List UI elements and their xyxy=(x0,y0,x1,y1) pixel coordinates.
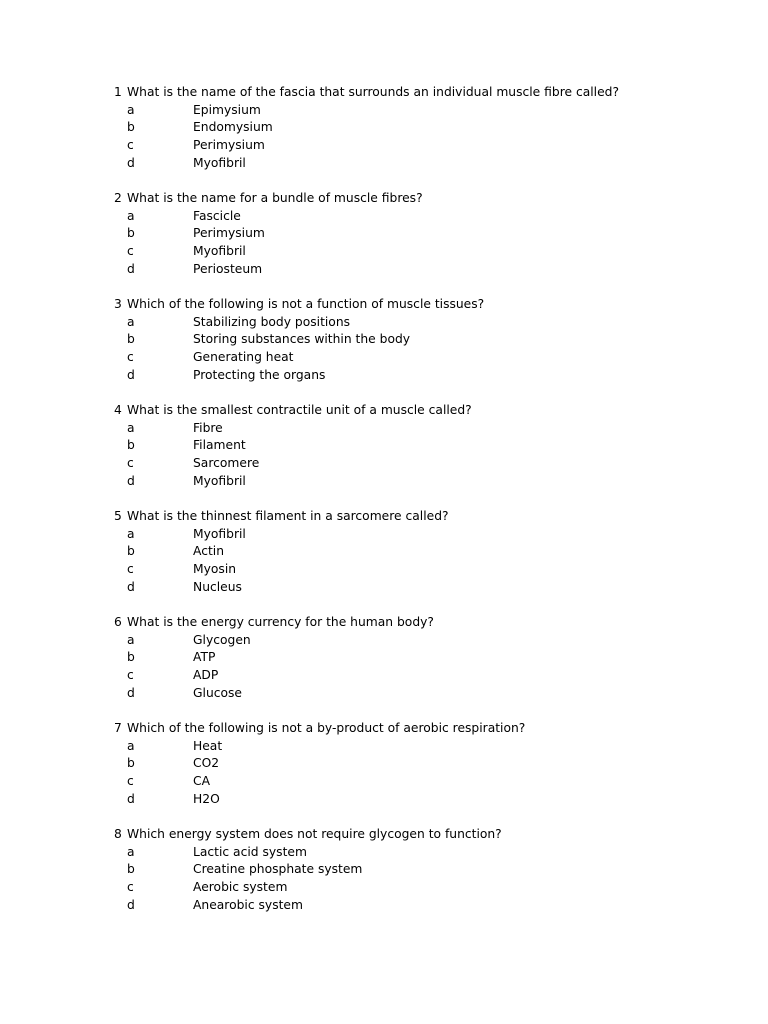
option-letter: a xyxy=(127,632,135,647)
question-line xyxy=(0,614,768,632)
question-line xyxy=(0,190,768,208)
option-letter: b xyxy=(127,862,135,877)
question-number: 2 xyxy=(114,191,122,205)
option-letter: b xyxy=(127,332,135,347)
option-letter: b xyxy=(127,226,135,241)
question-5 xyxy=(0,508,768,596)
option-c xyxy=(0,667,768,685)
option-text: Fibre xyxy=(193,420,223,435)
option-text: Filament xyxy=(193,438,246,453)
option-text: Fascicle xyxy=(193,208,241,223)
option-letter: d xyxy=(127,473,135,488)
question-number: 4 xyxy=(114,403,122,417)
option-letter: b xyxy=(127,120,135,135)
option-text: Aerobic system xyxy=(193,880,288,895)
option-letter: a xyxy=(127,314,135,329)
question-text: What is the name for a bundle of muscle fibres? xyxy=(127,191,423,205)
option-letter: a xyxy=(127,102,135,117)
option-letter: a xyxy=(127,526,135,541)
option-letter: b xyxy=(127,650,135,665)
option-letter: b xyxy=(127,544,135,559)
option-c xyxy=(0,455,768,473)
option-a xyxy=(0,420,768,438)
option-text: CA xyxy=(193,774,210,789)
question-text: Which energy system does not require glycogen to function? xyxy=(127,827,502,841)
option-b xyxy=(0,861,768,879)
option-d xyxy=(0,579,768,597)
option-text: Myofibril xyxy=(193,526,246,541)
question-text: Which of the following is not a by-product of aerobic respiration? xyxy=(127,721,526,735)
option-letter: c xyxy=(127,774,134,789)
question-3 xyxy=(0,296,768,384)
option-d xyxy=(0,791,768,809)
question-number: 5 xyxy=(114,509,122,523)
option-text: Endomysium xyxy=(193,120,273,135)
option-text: Epimysium xyxy=(193,102,261,117)
option-c xyxy=(0,773,768,791)
option-c xyxy=(0,349,768,367)
option-text: Myofibril xyxy=(193,473,246,488)
option-letter: d xyxy=(127,791,135,806)
option-text: Glycogen xyxy=(193,632,251,647)
option-d xyxy=(0,261,768,279)
question-text: What is the energy currency for the human body? xyxy=(127,615,434,629)
option-text: Heat xyxy=(193,738,223,753)
question-2 xyxy=(0,190,768,278)
option-b xyxy=(0,225,768,243)
question-7 xyxy=(0,720,768,808)
question-number: 6 xyxy=(114,615,122,629)
option-text: Perimysium xyxy=(193,226,265,241)
option-letter: a xyxy=(127,208,135,223)
option-letter: c xyxy=(127,350,134,365)
option-text: Glucose xyxy=(193,685,242,700)
option-d xyxy=(0,367,768,385)
option-d xyxy=(0,155,768,173)
option-text: Lactic acid system xyxy=(193,844,307,859)
option-letter: a xyxy=(127,844,135,859)
option-d xyxy=(0,473,768,491)
question-number: 1 xyxy=(114,85,122,99)
option-text: H2O xyxy=(193,791,220,806)
option-letter: d xyxy=(127,155,135,170)
option-text: Protecting the organs xyxy=(193,367,326,382)
option-text: Myofibril xyxy=(193,155,246,170)
option-text: Stabilizing body positions xyxy=(193,314,351,329)
question-text: What is the name of the fascia that surrounds an individual muscle fibre called? xyxy=(127,85,619,99)
option-c xyxy=(0,243,768,261)
option-letter: d xyxy=(127,579,135,594)
option-letter: c xyxy=(127,138,134,153)
option-letter: b xyxy=(127,756,135,771)
option-a xyxy=(0,208,768,226)
question-line xyxy=(0,508,768,526)
option-a xyxy=(0,632,768,650)
option-text: Sarcomere xyxy=(193,456,260,471)
question-1 xyxy=(0,84,768,172)
option-text: Nucleus xyxy=(193,579,242,594)
option-a xyxy=(0,738,768,756)
option-b xyxy=(0,437,768,455)
question-line xyxy=(0,402,768,420)
option-text: Actin xyxy=(193,544,224,559)
option-b xyxy=(0,755,768,773)
option-c xyxy=(0,561,768,579)
option-text: CO2 xyxy=(193,756,220,771)
question-number: 7 xyxy=(114,721,122,735)
option-d xyxy=(0,685,768,703)
option-letter: c xyxy=(127,562,134,577)
option-b xyxy=(0,543,768,561)
option-text: ADP xyxy=(193,668,219,683)
option-c xyxy=(0,137,768,155)
option-text: Periosteum xyxy=(193,261,263,276)
question-line xyxy=(0,296,768,314)
option-text: Storing substances within the body xyxy=(193,332,411,347)
question-8 xyxy=(0,826,768,914)
question-number: 8 xyxy=(114,827,122,841)
option-letter: b xyxy=(127,438,135,453)
option-letter: d xyxy=(127,367,135,382)
option-letter: d xyxy=(127,897,135,912)
question-text: What is the smallest contractile unit of a muscle called? xyxy=(127,403,472,417)
question-text: Which of the following is not a function of muscle tissues? xyxy=(127,297,485,311)
option-letter: a xyxy=(127,420,135,435)
question-6 xyxy=(0,614,768,702)
option-a xyxy=(0,314,768,332)
option-text: Perimysium xyxy=(193,138,265,153)
option-letter: d xyxy=(127,261,135,276)
question-number: 3 xyxy=(114,297,122,311)
option-letter: c xyxy=(127,880,134,895)
question-line xyxy=(0,84,768,102)
option-letter: d xyxy=(127,685,135,700)
option-a xyxy=(0,102,768,120)
option-b xyxy=(0,331,768,349)
option-a xyxy=(0,844,768,862)
option-a xyxy=(0,526,768,544)
option-b xyxy=(0,119,768,137)
option-c xyxy=(0,879,768,897)
question-4 xyxy=(0,402,768,490)
option-letter: c xyxy=(127,244,134,259)
option-letter: c xyxy=(127,668,134,683)
option-text: Generating heat xyxy=(193,350,294,365)
option-text: ATP xyxy=(193,650,216,665)
question-line xyxy=(0,720,768,738)
question-line xyxy=(0,826,768,844)
option-letter: a xyxy=(127,738,135,753)
option-text: Myosin xyxy=(193,562,237,577)
option-b xyxy=(0,649,768,667)
option-text: Creatine phosphate system xyxy=(193,862,363,877)
option-d xyxy=(0,897,768,915)
option-text: Myofibril xyxy=(193,244,246,259)
option-text: Anearobic system xyxy=(193,897,303,912)
option-letter: c xyxy=(127,456,134,471)
question-text: What is the thinnest filament in a sarcomere called? xyxy=(127,509,449,523)
